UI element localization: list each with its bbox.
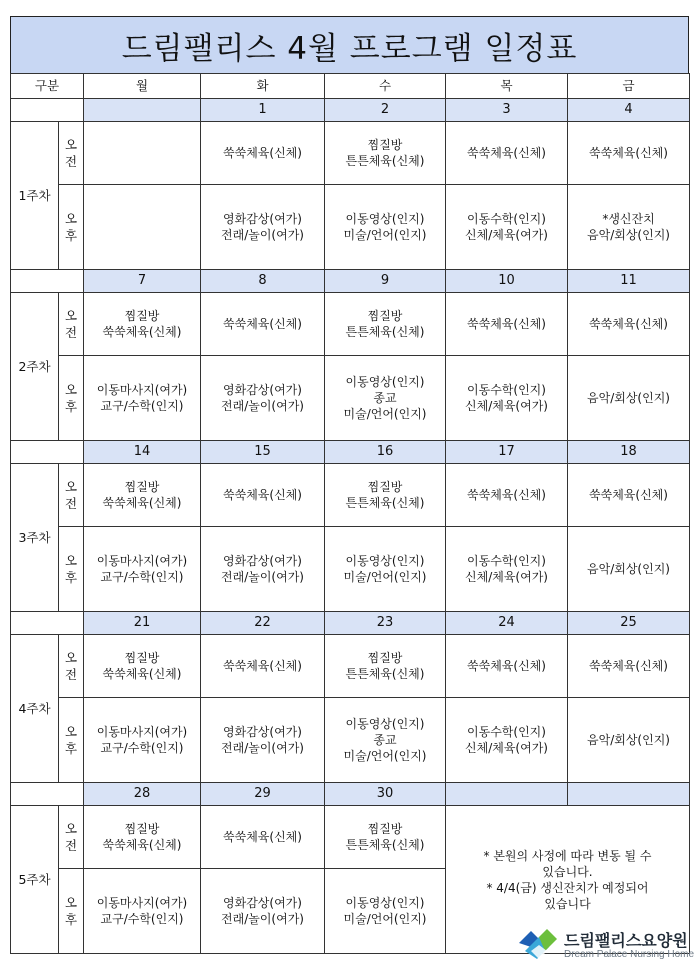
activity-cell — [84, 635, 201, 698]
afternoon-label — [59, 185, 84, 270]
activity-line: 이동영상(인지) — [345, 212, 425, 226]
date-cell: 16 — [325, 441, 446, 464]
activity-cell — [568, 698, 690, 783]
activity-line: 미술/언어(인지) — [343, 570, 427, 584]
activity-cell — [446, 122, 568, 185]
activity-cell — [325, 527, 446, 612]
activity-line: 전래/놀이(여가) — [221, 399, 304, 413]
activity-line: 후 — [64, 741, 78, 756]
activity-line: 전래/놀이(여가) — [221, 228, 304, 242]
activity-cell — [201, 806, 325, 869]
morning-label — [59, 122, 84, 185]
day-header: 월 — [84, 74, 201, 99]
activity-cell — [446, 464, 568, 527]
activity-cell — [201, 527, 325, 612]
activity-line: 찜질방 — [367, 138, 403, 152]
activity-line: 영화감상(여가) — [223, 212, 302, 226]
date-cell — [568, 783, 690, 806]
activity-line: 이동수학(인지) — [467, 212, 546, 226]
activity-cell — [201, 869, 325, 954]
activity-line: 교구/수학(인지) — [100, 399, 184, 413]
activity-line: 이동영상(인지) — [345, 896, 425, 910]
morning-row — [11, 122, 690, 185]
week-label: 4주차 — [11, 635, 59, 783]
notice-line: 있습니다. — [542, 864, 593, 879]
date-cell: 7 — [84, 270, 201, 293]
activity-line: 후 — [64, 912, 78, 927]
activity-cell — [84, 293, 201, 356]
activity-line: 찜질방 — [367, 480, 403, 494]
date-cell: 11 — [568, 270, 690, 293]
morning-row — [11, 806, 690, 869]
activity-line: 전래/놀이(여가) — [221, 912, 304, 926]
activity-line: 이동수학(인지) — [467, 383, 546, 397]
activity-line: 교구/수학(인지) — [100, 741, 184, 755]
activity-cell — [84, 122, 201, 185]
activity-cell — [84, 806, 201, 869]
date-row — [11, 612, 690, 635]
date-row — [11, 270, 690, 293]
activity-line: 미술/언어(인지) — [343, 228, 427, 242]
activity-line: 후 — [64, 228, 78, 243]
day-header: 목 — [446, 74, 568, 99]
activity-cell — [446, 356, 568, 441]
activity-cell — [325, 122, 446, 185]
morning-label — [59, 806, 84, 869]
day-header: 수 — [325, 74, 446, 99]
activity-line: 후 — [64, 570, 78, 585]
activity-cell — [84, 356, 201, 441]
activity-line: 신체/체육(여가) — [465, 570, 548, 584]
heart-logo-icon — [515, 925, 561, 965]
date-cell: 22 — [201, 612, 325, 635]
day-header: 금 — [568, 74, 690, 99]
activity-line: 튼튼체육(신체) — [345, 496, 425, 510]
day-header: 화 — [201, 74, 325, 99]
date-row-spacer — [11, 783, 84, 806]
morning-label — [59, 635, 84, 698]
activity-line: 음악/회상(인지) — [587, 733, 670, 747]
activity-line: 이동마사지(여가) — [96, 896, 188, 910]
activity-line: 전 — [64, 667, 78, 682]
schedule-table — [10, 73, 690, 954]
afternoon-row — [11, 185, 690, 270]
activity-line: 이동마사지(여가) — [96, 554, 188, 568]
date-cell: 9 — [325, 270, 446, 293]
date-cell: 2 — [325, 99, 446, 122]
activity-line: 영화감상(여가) — [223, 554, 302, 568]
activity-line: 미술/언어(인지) — [343, 407, 427, 421]
activity-line: 찜질방 — [367, 309, 403, 323]
activity-line: 튼튼체육(신체) — [345, 667, 425, 681]
activity-line: 이동영상(인지) — [345, 717, 425, 731]
activity-line: 오 — [64, 137, 78, 152]
activity-cell — [201, 464, 325, 527]
activity-cell — [446, 185, 568, 270]
activity-line: 쑥쑥체육(신체) — [589, 659, 668, 673]
activity-cell — [201, 122, 325, 185]
activity-line: 음악/회상(인지) — [587, 391, 670, 405]
activity-line: 신체/체육(여가) — [465, 399, 548, 413]
activity-line: 전래/놀이(여가) — [221, 570, 304, 584]
afternoon-row — [11, 356, 690, 441]
afternoon-label — [59, 869, 84, 954]
activity-line: 오 — [64, 382, 78, 397]
page-title: 드림팰리스 4월 프로그램 일정표 — [10, 16, 689, 74]
morning-row — [11, 293, 690, 356]
activity-line: 전 — [64, 496, 78, 511]
activity-line: 쑥쑥체육(신체) — [467, 317, 546, 331]
activity-line: 쑥쑥체육(신체) — [467, 488, 546, 502]
activity-line: 찜질방 — [124, 651, 160, 665]
activity-line: 교구/수학(인지) — [100, 570, 184, 584]
activity-cell — [84, 869, 201, 954]
week-label: 3주차 — [11, 464, 59, 612]
date-cell: 28 — [84, 783, 201, 806]
activity-line: 쑥쑥체육(신체) — [223, 317, 302, 331]
date-cell: 14 — [84, 441, 201, 464]
afternoon-label — [59, 527, 84, 612]
category-header: 구분 — [11, 74, 84, 99]
activity-cell — [84, 527, 201, 612]
activity-line: 영화감상(여가) — [223, 896, 302, 910]
activity-cell — [446, 698, 568, 783]
activity-line: 쑥쑥체육(신체) — [589, 488, 668, 502]
week-label: 2주차 — [11, 293, 59, 441]
header-row — [11, 74, 690, 99]
activity-cell — [446, 527, 568, 612]
date-cell: 25 — [568, 612, 690, 635]
activity-cell — [201, 185, 325, 270]
activity-line: 쑥쑥체육(신체) — [102, 667, 182, 681]
activity-line: 후 — [64, 399, 78, 414]
activity-line: 이동수학(인지) — [467, 554, 546, 568]
activity-cell — [84, 464, 201, 527]
activity-line: 신체/체육(여가) — [465, 741, 548, 755]
date-row — [11, 99, 690, 122]
date-cell: 18 — [568, 441, 690, 464]
activity-line: 찜질방 — [124, 480, 160, 494]
activity-cell — [568, 122, 690, 185]
activity-cell — [325, 293, 446, 356]
activity-line: 전 — [64, 838, 78, 853]
activity-line: 오 — [64, 211, 78, 226]
activity-cell — [568, 635, 690, 698]
logo-name: 드림팰리스요양원 — [564, 931, 688, 950]
activity-line: 종교 — [373, 733, 397, 747]
activity-line: 찜질방 — [124, 822, 160, 836]
activity-line: 영화감상(여가) — [223, 725, 302, 739]
activity-line: 쑥쑥체육(신체) — [467, 146, 546, 160]
notice-line: * 본원의 사정에 따라 변동 될 수 — [483, 848, 652, 863]
activity-cell — [325, 869, 446, 954]
activity-cell — [84, 698, 201, 783]
activity-line: 오 — [64, 553, 78, 568]
activity-line: 오 — [64, 650, 78, 665]
activity-cell — [446, 293, 568, 356]
activity-line: 음악/회상(인지) — [587, 228, 670, 242]
activity-line: 미술/언어(인지) — [343, 912, 427, 926]
activity-line: 쑥쑥체육(신체) — [223, 146, 302, 160]
week-label: 1주차 — [11, 122, 59, 270]
activity-line: *생신잔치 — [602, 212, 655, 226]
activity-line: 이동마사지(여가) — [96, 725, 188, 739]
date-cell: 8 — [201, 270, 325, 293]
activity-line: 오 — [64, 479, 78, 494]
date-cell: 1 — [201, 99, 325, 122]
activity-line: 오 — [64, 724, 78, 739]
nursing-home-logo — [515, 925, 695, 965]
activity-line: 전래/놀이(여가) — [221, 741, 304, 755]
activity-line: 이동수학(인지) — [467, 725, 546, 739]
activity-line: 찜질방 — [367, 822, 403, 836]
activity-cell — [325, 635, 446, 698]
activity-line: 전 — [64, 154, 78, 169]
activity-cell — [325, 464, 446, 527]
afternoon-label — [59, 356, 84, 441]
activity-line: 미술/언어(인지) — [343, 749, 427, 763]
activity-line: 쑥쑥체육(신체) — [102, 838, 182, 852]
activity-cell — [84, 185, 201, 270]
activity-line: 튼튼체육(신체) — [345, 154, 425, 168]
activity-line: 오 — [64, 821, 78, 836]
afternoon-row — [11, 698, 690, 783]
activity-cell — [201, 293, 325, 356]
activity-line: 쑥쑥체육(신체) — [223, 830, 302, 844]
activity-line: 이동영상(인지) — [345, 554, 425, 568]
activity-line: 쑥쑥체육(신체) — [102, 325, 182, 339]
date-row-spacer — [11, 99, 84, 122]
activity-cell — [568, 356, 690, 441]
activity-line: 교구/수학(인지) — [100, 912, 184, 926]
afternoon-label — [59, 698, 84, 783]
activity-line: 쑥쑥체육(신체) — [589, 146, 668, 160]
activity-line: 찜질방 — [124, 309, 160, 323]
date-cell: 30 — [325, 783, 446, 806]
morning-row — [11, 635, 690, 698]
activity-line: 오 — [64, 895, 78, 910]
date-cell: 4 — [568, 99, 690, 122]
activity-line: 쑥쑥체육(신체) — [223, 488, 302, 502]
week-label: 5주차 — [11, 806, 59, 954]
activity-cell — [201, 635, 325, 698]
date-row-spacer — [11, 270, 84, 293]
activity-cell — [201, 698, 325, 783]
activity-line: 쑥쑥체육(신체) — [223, 659, 302, 673]
activity-line: 튼튼체육(신체) — [345, 325, 425, 339]
activity-line: 영화감상(여가) — [223, 383, 302, 397]
activity-line: 쑥쑥체육(신체) — [589, 317, 668, 331]
activity-line: 이동영상(인지) — [345, 375, 425, 389]
activity-cell — [201, 356, 325, 441]
date-cell: 23 — [325, 612, 446, 635]
notice-line: * 4/4(금) 생신잔치가 예정되어 — [486, 880, 649, 895]
date-cell — [84, 99, 201, 122]
activity-cell — [325, 698, 446, 783]
activity-line: 이동마사지(여가) — [96, 383, 188, 397]
date-cell: 21 — [84, 612, 201, 635]
date-row — [11, 783, 690, 806]
date-row-spacer — [11, 441, 84, 464]
activity-line: 오 — [64, 308, 78, 323]
activity-cell — [325, 185, 446, 270]
activity-line: 쑥쑥체육(신체) — [467, 659, 546, 673]
activity-cell — [446, 635, 568, 698]
activity-cell — [325, 356, 446, 441]
morning-row — [11, 464, 690, 527]
logo-subtitle: Dream Palace Nursing Home — [564, 949, 695, 960]
notice-line: 있습니다 — [544, 896, 591, 911]
activity-cell — [568, 185, 690, 270]
morning-label — [59, 293, 84, 356]
activity-line: 찜질방 — [367, 651, 403, 665]
date-cell: 3 — [446, 99, 568, 122]
activity-line: 튼튼체육(신체) — [345, 838, 425, 852]
date-cell: 10 — [446, 270, 568, 293]
activity-line: 쑥쑥체육(신체) — [102, 496, 182, 510]
activity-line: 신체/체육(여가) — [465, 228, 548, 242]
date-cell: 29 — [201, 783, 325, 806]
activity-line: 음악/회상(인지) — [587, 562, 670, 576]
date-row — [11, 441, 690, 464]
afternoon-row — [11, 527, 690, 612]
activity-cell — [568, 464, 690, 527]
activity-cell — [325, 806, 446, 869]
date-cell: 24 — [446, 612, 568, 635]
activity-cell — [568, 293, 690, 356]
date-cell: 17 — [446, 441, 568, 464]
date-cell — [446, 783, 568, 806]
activity-line: 전 — [64, 325, 78, 340]
date-row-spacer — [11, 612, 84, 635]
morning-label — [59, 464, 84, 527]
activity-line: 종교 — [373, 391, 397, 405]
activity-cell — [568, 527, 690, 612]
date-cell: 15 — [201, 441, 325, 464]
